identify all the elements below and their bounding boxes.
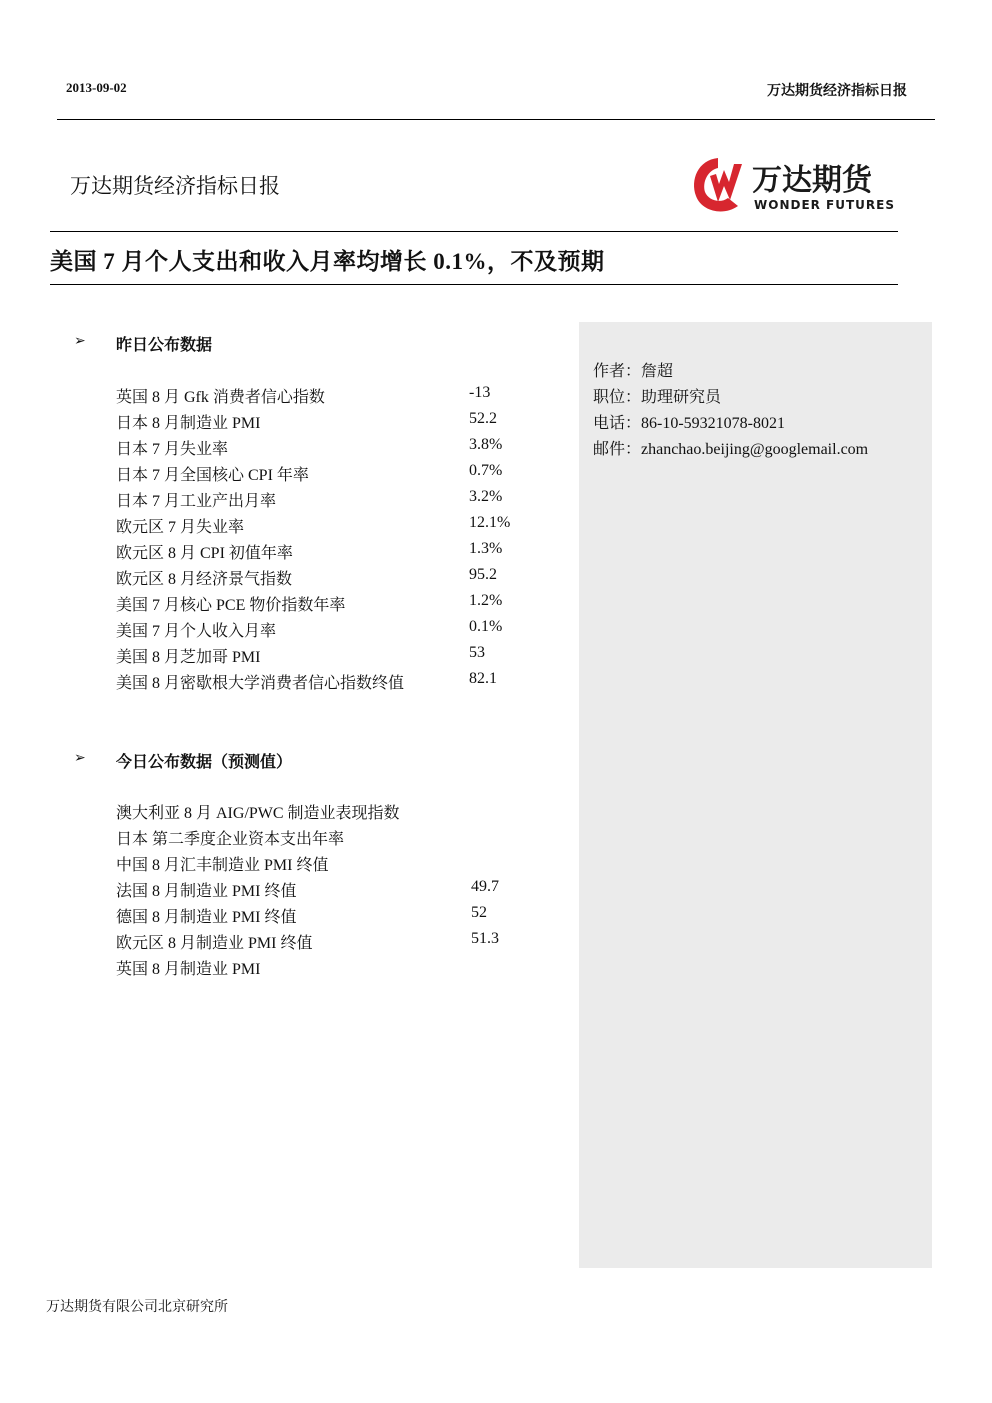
data-row [116, 904, 546, 928]
indicator-value: 52 [471, 904, 487, 921]
indicator-label: 澳大利亚 8 月 AIG/PWC 制造业表现指数 [116, 805, 400, 822]
yesterday-section-title: 昨日公布数据 [116, 335, 213, 354]
author-position: 职位：助理研究员 [593, 389, 722, 406]
data-row [116, 592, 546, 616]
indicator-value: 1.3% [469, 540, 503, 557]
indicator-value: 12.1% [469, 514, 511, 531]
indicator-label: 法国 8 月制造业 PMI 终值 [116, 883, 297, 900]
indicator-value: 1.2% [469, 592, 503, 609]
data-row [116, 644, 546, 668]
indicator-value: 95.2 [469, 566, 497, 583]
footer-org: 万达期货有限公司北京研究所 [46, 1299, 228, 1315]
data-row [116, 800, 546, 824]
title-bottom-rule [50, 284, 898, 285]
data-row [116, 488, 546, 512]
data-row [116, 956, 546, 980]
data-row [116, 566, 546, 590]
indicator-label: 日本 7 月工业产出月率 [116, 493, 277, 510]
indicator-value: 0.1% [469, 618, 503, 635]
indicator-label: 日本 第二季度企业资本支出年率 [116, 831, 345, 848]
data-row [116, 436, 546, 460]
today-section-title: 今日公布数据（预测值） [116, 752, 293, 771]
data-row [116, 462, 546, 486]
bullet-arrow-icon: ➢ [74, 334, 86, 349]
indicator-label: 日本 7 月全国核心 CPI 年率 [116, 467, 309, 484]
wonder-futures-logo-icon [688, 150, 898, 218]
indicator-value: 3.2% [469, 488, 503, 505]
author-email[interactable]: 邮件：zhanchao.beijing@googlemail.com [593, 441, 869, 458]
report-date: 2013-09-02 [66, 80, 127, 95]
logo-en-text: WONDER FUTURES [754, 198, 896, 212]
data-row [116, 618, 546, 642]
indicator-value: 82.1 [469, 670, 497, 687]
indicator-label: 中国 8 月汇丰制造业 PMI 终值 [116, 857, 329, 874]
indicator-label: 德国 8 月制造业 PMI 终值 [116, 909, 297, 926]
indicator-label: 欧元区 8 月经济景气指数 [116, 571, 293, 588]
data-row [116, 878, 546, 902]
indicator-label: 美国 8 月芝加哥 PMI [116, 649, 261, 666]
indicator-label: 日本 8 月制造业 PMI [116, 415, 261, 432]
indicator-value: 51.3 [471, 930, 499, 947]
author-name: 作者：詹超 [593, 363, 674, 380]
indicator-label: 英国 8 月制造业 PMI [116, 961, 261, 978]
author-panel [579, 322, 932, 1268]
data-row [116, 384, 546, 408]
title-top-rule [50, 231, 898, 232]
data-row [116, 852, 546, 876]
data-row [116, 410, 546, 434]
data-row [116, 540, 546, 564]
indicator-label: 欧元区 8 月 CPI 初值年率 [116, 545, 293, 562]
report-headline: 美国 7 月个人支出和收入月率均增长 0.1%，不及预期 [50, 249, 605, 274]
indicator-label: 欧元区 7 月失业率 [116, 519, 245, 536]
indicator-value: 0.7% [469, 462, 503, 479]
indicator-label: 美国 8 月密歇根大学消费者信心指数终值 [116, 675, 405, 692]
indicator-value: -13 [469, 384, 491, 401]
indicator-value: 49.7 [471, 878, 499, 895]
data-row [116, 826, 546, 850]
data-row [116, 930, 546, 954]
indicator-label: 欧元区 8 月制造业 PMI 终值 [116, 935, 313, 952]
company-logo [688, 150, 898, 218]
indicator-value: 52.2 [469, 410, 497, 427]
indicator-label: 英国 8 月 Gfk 消费者信心指数 [116, 389, 325, 406]
author-phone: 电话：86-10-59321078-8021 [593, 415, 785, 432]
indicator-value: 53 [469, 644, 485, 661]
indicator-label: 日本 7 月失业率 [116, 441, 229, 458]
logo-cn-text: 万达期货 [752, 163, 872, 198]
indicator-label: 美国 7 月个人收入月率 [116, 623, 277, 640]
data-row [116, 670, 546, 694]
bullet-arrow-icon: ➢ [74, 751, 86, 766]
header-divider [57, 119, 935, 120]
data-row [116, 514, 546, 538]
indicator-value: 3.8% [469, 436, 503, 453]
header-title: 万达期货经济指标日报 [767, 83, 907, 99]
indicator-label: 美国 7 月核心 PCE 物价指数年率 [116, 597, 346, 614]
report-subtitle: 万达期货经济指标日报 [70, 174, 280, 198]
